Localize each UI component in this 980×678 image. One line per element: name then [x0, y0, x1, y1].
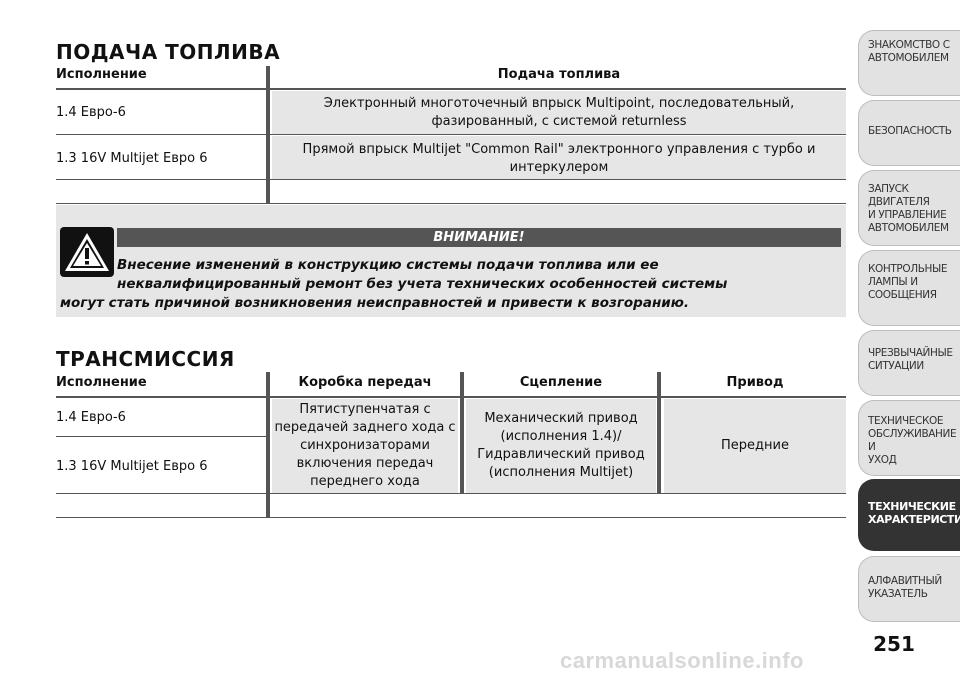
- trans-header-line: [56, 396, 846, 398]
- tab-index[interactable]: АЛФАВИТНЫЙ УКАЗАТЕЛЬ: [858, 556, 960, 622]
- trans-version-2: 1.3 16V Multijet Евро 6: [56, 459, 208, 474]
- trans-column-separator-2: [460, 372, 464, 494]
- tab-warning-lights[interactable]: КОНТРОЛЬНЫЕ ЛАМПЫ И СООБЩЕНИЯ: [858, 250, 960, 326]
- page-number: 251: [873, 632, 915, 656]
- warning-triangle-icon: [60, 227, 114, 281]
- warning-line-3: могут стать причиной возникновения неисправностей и привести к возгоранию.: [60, 295, 689, 311]
- trans-version-1: 1.4 Евро-6: [56, 410, 126, 425]
- trans-header-gearbox: Коробка передач: [298, 375, 432, 390]
- transmission-section-title: ТРАНСМИССИЯ: [56, 347, 235, 371]
- fuel-header-version: Исполнение: [56, 67, 147, 82]
- tab-safety[interactable]: БЕЗОПАСНОСТЬ: [858, 100, 960, 166]
- tab-technical-specifications[interactable]: ТЕХНИЧЕСКИЕ ХАРАКТЕРИСТИКИ: [858, 479, 960, 551]
- tab-vehicle-overview[interactable]: ЗНАКОМСТВО С АВТОМОБИЛЕМ: [858, 30, 960, 96]
- trans-row-divider-2: [56, 517, 846, 518]
- fuel-row2-version: 1.3 16V Multijet Евро 6: [56, 151, 208, 166]
- tab-starting-driving[interactable]: ЗАПУСК ДВИГАТЕЛЯ И УПРАВЛЕНИЕ АВТОМОБИЛЕМ: [858, 170, 960, 246]
- fuel-row-divider-1: [56, 134, 846, 135]
- fuel-row-divider-3: [56, 203, 846, 204]
- fuel-row1-version: 1.4 Евро-6: [56, 105, 126, 120]
- warning-line-2: неквалифицированный ремонт без учета технических особенностей системы: [117, 276, 728, 292]
- tab-maintenance[interactable]: ТЕХНИЧЕСКОЕ ОБСЛУЖИВАНИЕ И УХОД: [858, 400, 960, 476]
- trans-drive-value: Передние: [721, 438, 789, 453]
- trans-header-clutch: Сцепление: [519, 375, 603, 390]
- warning-title: ВНИМАНИЕ!: [117, 228, 841, 247]
- fuel-row2-supply: Прямой впрыск Multijet "Common Rail" электронного управления с турбо и интеркулером: [302, 142, 816, 175]
- trans-column-separator-3: [657, 372, 661, 494]
- warning-line-1: Внесение изменений в конструкцию системы подачи топлива или ее: [117, 257, 659, 273]
- trans-header-version: Исполнение: [56, 375, 147, 390]
- tab-emergencies[interactable]: ЧРЕЗВЫЧАЙНЫЕ СИТУАЦИИ: [858, 330, 960, 396]
- fuel-header-supply: Подача топлива: [497, 67, 621, 82]
- fuel-header-line: [56, 88, 846, 90]
- fuel-row-divider-2: [56, 179, 846, 180]
- trans-version-divider: [56, 436, 266, 437]
- trans-header-drive: Привод: [726, 375, 784, 390]
- fuel-row1-supply: Электронный многоточечный впрыск Multipoint, последовательный, фазированный, с системой returnless: [323, 96, 795, 129]
- trans-clutch-value: Механический привод (исполнения 1.4)/ Гидравлический привод (исполнения Multijet): [477, 411, 645, 480]
- trans-column-separator-1: [266, 372, 270, 518]
- trans-row-divider-1: [56, 493, 846, 494]
- fuel-section-title: ПОДАЧА ТОПЛИВА: [56, 40, 281, 64]
- fuel-column-separator: [266, 66, 270, 204]
- trans-gearbox-value: Пятиступенчатая с передачей заднего хода с синхронизаторами включения передач переднего хода: [274, 402, 456, 489]
- footer-watermark: carmanualsonline.info: [560, 648, 804, 673]
